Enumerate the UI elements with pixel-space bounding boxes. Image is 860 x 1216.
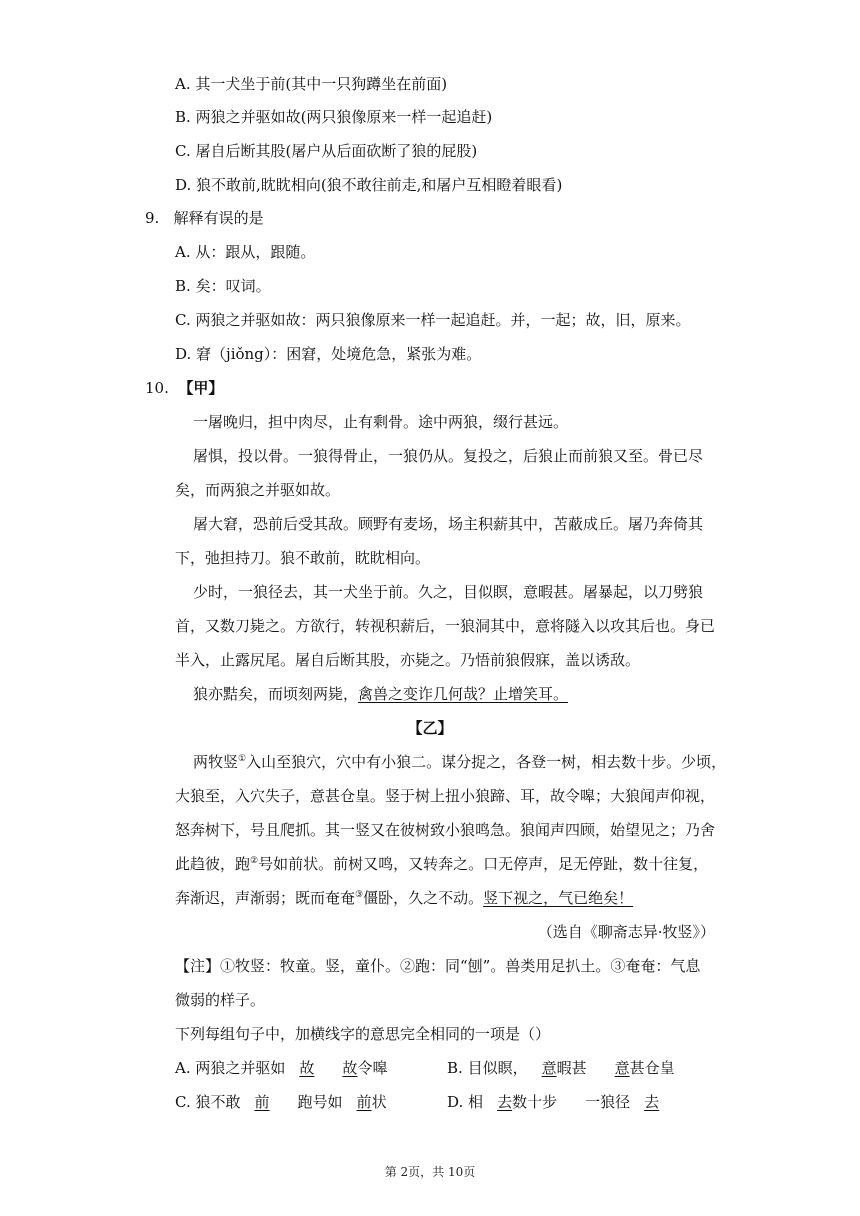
q10-option-b: B. 目似瞑， 意暇甚 意甚仓皇 [447, 1059, 675, 1077]
yi-underlined-sentence: 竖下视之，气已绝矣！ [483, 889, 634, 907]
q9-option-a: A. 从：跟从，跟随。 [175, 243, 316, 261]
q9-option-b: B. 矣：叹词。 [175, 277, 271, 295]
jia-paragraph-line: 矣，而两狼之并驱如故。 [175, 481, 341, 499]
yi-label: 【乙】 [407, 719, 453, 737]
yi-paragraph-line: 怒奔树下，号且爬抓。其一竖又在彼树致小狼鸣急。狼闻声四顾，始望见之；乃舍 [175, 821, 716, 839]
source-citation: （选自《聊斋志异·牧竖》） [537, 923, 715, 941]
q9-option-c: C. 两狼之并驱如故：两只狼像原来一样一起追赶。并，一起；故，旧，原来。 [175, 311, 691, 329]
jia-paragraph-line: 屠惧，投以骨。一狼得骨止，一狼仍从。复投之，后狼止而前狼又至。骨已尽 [193, 447, 704, 465]
q10-header: 10. 【甲】 [145, 379, 224, 397]
q9-option-d: D. 窘（jiǒng）：困窘，处境危急，紧张为难。 [175, 345, 482, 363]
q8-option-b: B. 两狼之并驱如故(两只狼像原来一样一起追赶) [175, 108, 493, 126]
q10-option-a: A. 两狼之并驱如 故 故令嗥 [175, 1059, 388, 1077]
yi-paragraph-line: 此趋彼，跑②号如前状。前树又鸣，又转奔之。口无停声，足无停趾，数十往复， [175, 855, 709, 873]
note-line: 【注】①牧竖：牧童。竖，童仆。②跑：同“刨”。兽类用足扒土。③奄奄：气息 [175, 957, 701, 975]
q10-option-d: D. 相 去数十步 一狼径 去 [447, 1093, 660, 1111]
note-line: 微弱的样子。 [175, 991, 266, 1009]
q10-stem: 下列每组句子中，加横线字的意思完全相同的一项是（） [175, 1025, 551, 1043]
jia-paragraph-line: 下，弛担持刀。狼不敢前，眈眈相向。 [175, 549, 431, 567]
jia-paragraph-last-line: 狼亦黠矣，而顷刻两毙，禽兽之变诈几何哉？止增笑耳。 [193, 685, 569, 703]
jia-paragraph-line: 少时，一狼径去，其一犬坐于前。久之，目似瞑，意暇甚。屠暴起，以刀劈狼 [193, 583, 704, 601]
q9-stem: 9. 解释有误的是 [145, 209, 264, 227]
q10-option-c: C. 狼不敢 前 跑号如 前状 [175, 1093, 387, 1111]
yi-paragraph-line: 两牧竖①入山至狼穴，穴中有小狼二。谋分捉之，各登一树，相去数十步。少顷， [193, 753, 727, 771]
yi-paragraph-line: 大狼至，入穴失子，意甚仓皇。竖于树上扭小狼蹄、耳，故令嗥；大狼闻声仰视， [175, 787, 716, 805]
q8-option-c: C. 屠自后断其股(屠户从后面砍断了狼的屁股) [175, 142, 478, 160]
yi-paragraph-line: 奔渐迟，声渐弱；既而奄奄③僵卧，久之不动。竖下视之，气已绝矣！ [175, 889, 634, 907]
jia-underlined-sentence: 禽兽之变诈几何哉？止增笑耳。 [358, 685, 569, 703]
jia-paragraph-line: 首，又数刀毙之。方欲行，转视积薪后，一狼洞其中，意将隧入以攻其后也。身已 [175, 617, 716, 635]
jia-paragraph-line: 一屠晚归，担中肉尽，止有剩骨。途中两狼，缀行甚远。 [193, 413, 569, 431]
q8-option-a: A. 其一犬坐于前(其中一只狗蹲坐在前面) [175, 75, 448, 93]
jia-paragraph-line: 屠大窘，恐前后受其敌。顾野有麦场，场主积薪其中，苫蔽成丘。屠乃奔倚其 [193, 515, 704, 533]
jia-paragraph-line: 半入，止露尻尾。屠自后断其股，亦毙之。乃悟前狼假寐，盖以诱敌。 [175, 651, 641, 669]
q8-option-d: D. 狼不敢前,眈眈相向(狼不敢往前走,和屠户互相瞪着眼看) [175, 176, 563, 194]
page-footer: 第 2页，共 10页 [384, 1165, 476, 1179]
